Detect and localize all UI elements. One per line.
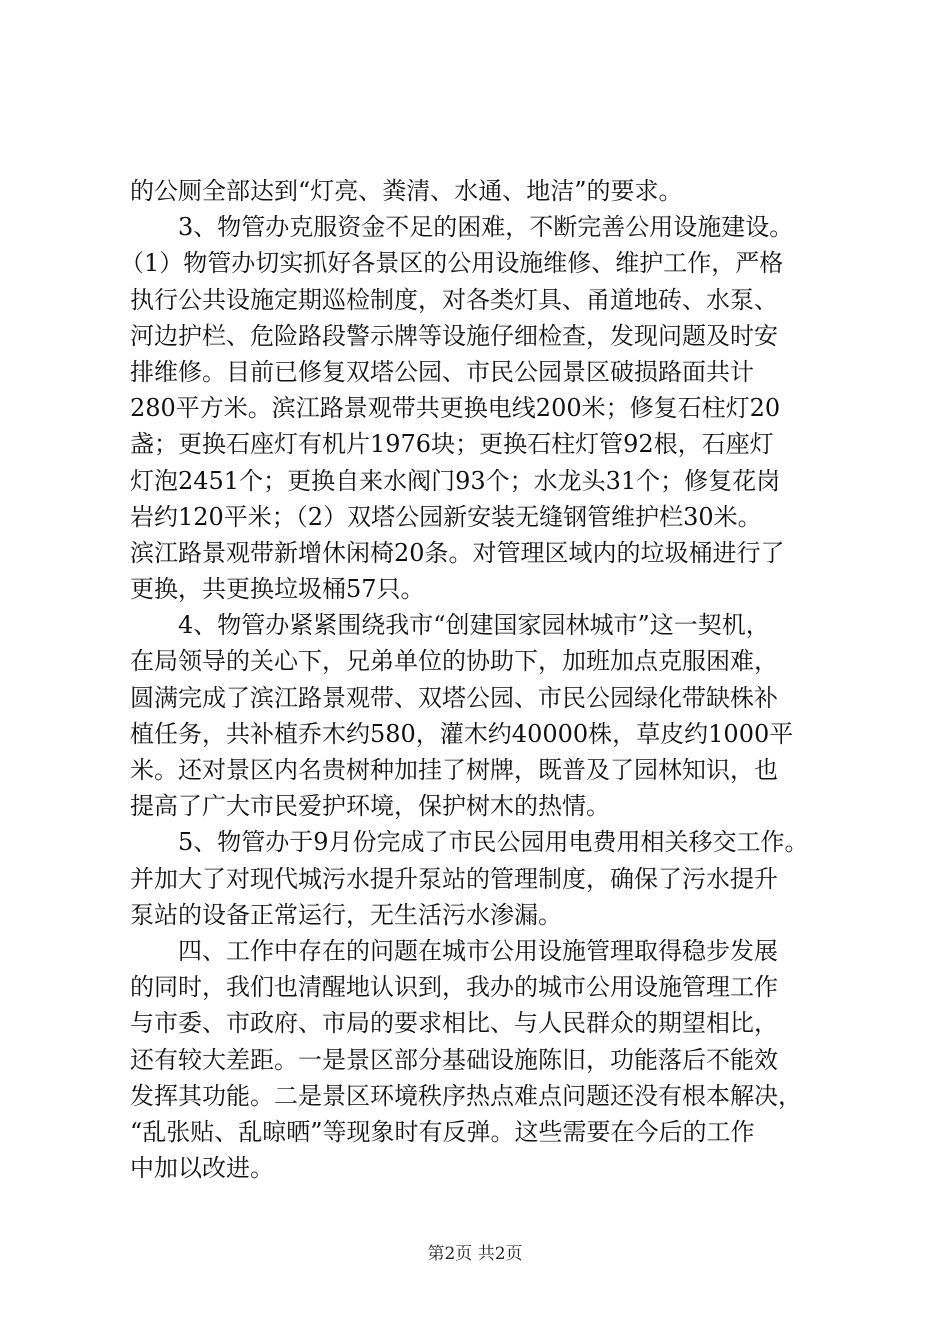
text-line: 还有较大差距。一是景区部分基础设施陈旧，功能落后不能效 (130, 1045, 778, 1074)
text-line: 的同时，我们也清醒地认识到，我办的城市公用设施管理工作 (130, 973, 778, 1002)
text-line: 米。还对景区内名贵树种加挂了树牌，既普及了园林知识，也 (130, 756, 778, 784)
text-line: 中加以改进。 (130, 1154, 274, 1183)
text-line: 泵站的设备正常运行，无生活污水渗漏。 (130, 900, 562, 929)
text-line: 更换，共更换垃圾桶57只。 (130, 575, 425, 604)
body-text (120, 173, 830, 1186)
text-line: 280平方米。滨江路景观带共更换电线200米；修复石柱灯20 (130, 394, 781, 423)
paragraph-3-heading: 3、物管办克服资金不足的困难，不断完善公用设施建设。 (178, 213, 794, 242)
text-line: 发挥其功能。二是景区环境秩序热点难点问题还没有根本解决， (130, 1081, 802, 1110)
text-line: 滨江路景观带新增休闲椅20条。对管理区域内的垃圾桶进行了 (130, 538, 785, 567)
text-line: 河边护栏、危险路段警示牌等设施仔细检查，发现问题及时安 (130, 321, 778, 350)
section-4-heading: 四、工作中存在的问题在城市公用设施管理取得稳步发展 (178, 936, 778, 965)
text-line: 与市委、市政府、市局的要求相比、与人民群众的期望相比， (130, 1009, 778, 1038)
paragraph-4-heading: 4、物管办紧紧围绕我市“创建国家园林城市”这一契机， (178, 611, 770, 640)
text-line: 提高了广大市民爱护环境，保护树木的热情。 (130, 792, 610, 821)
text-line: （1）物管办切实抓好各景区的公用设施维修、维护工作，严格 (120, 249, 784, 278)
text-line: 植任务，共补植乔木约580，灌木约40000株，草皮约1000平 (130, 719, 794, 748)
text-line: 的公厕全部达到“灯亮、粪清、水通、地洁”的要求。 (130, 177, 683, 205)
text-line: 灯泡2451个；更换自来水阀门93个；水龙头31个；修复花岗 (130, 466, 781, 495)
text-line: 并加大了对现代城污水提升泵站的管理制度，确保了污水提升 (130, 864, 778, 893)
text-line: 盏；更换石座灯有机片1976块；更换石柱灯管92根，石座灯 (130, 430, 774, 459)
text-line: 执行公共设施定期巡检制度，对各类灯具、甬道地砖、水泵、 (130, 285, 778, 314)
text-line: 岩约120平米；（2）双塔公园新安装无缝钢管维护栏30米。 (130, 502, 762, 531)
text-line: 排维修。目前已修复双塔公园、市民公园景区破损路面共计 (130, 357, 754, 386)
text-line: 圆满完成了滨江路景观带、双塔公园、市民公园绿化带缺株补 (130, 683, 778, 712)
text-line: 在局领导的关心下，兄弟单位的协助下，加班加点克服困难， (130, 647, 778, 676)
page-number-footer: 第2页 共2页 (427, 1244, 523, 1264)
text-line: “乱张贴、乱晾晒”等现象时有反弹。这些需要在今后的工作 (130, 1117, 755, 1146)
paragraph-5-heading: 5、物管办于9月份完成了市民公园用电费用相关移交工作。 (178, 828, 809, 857)
